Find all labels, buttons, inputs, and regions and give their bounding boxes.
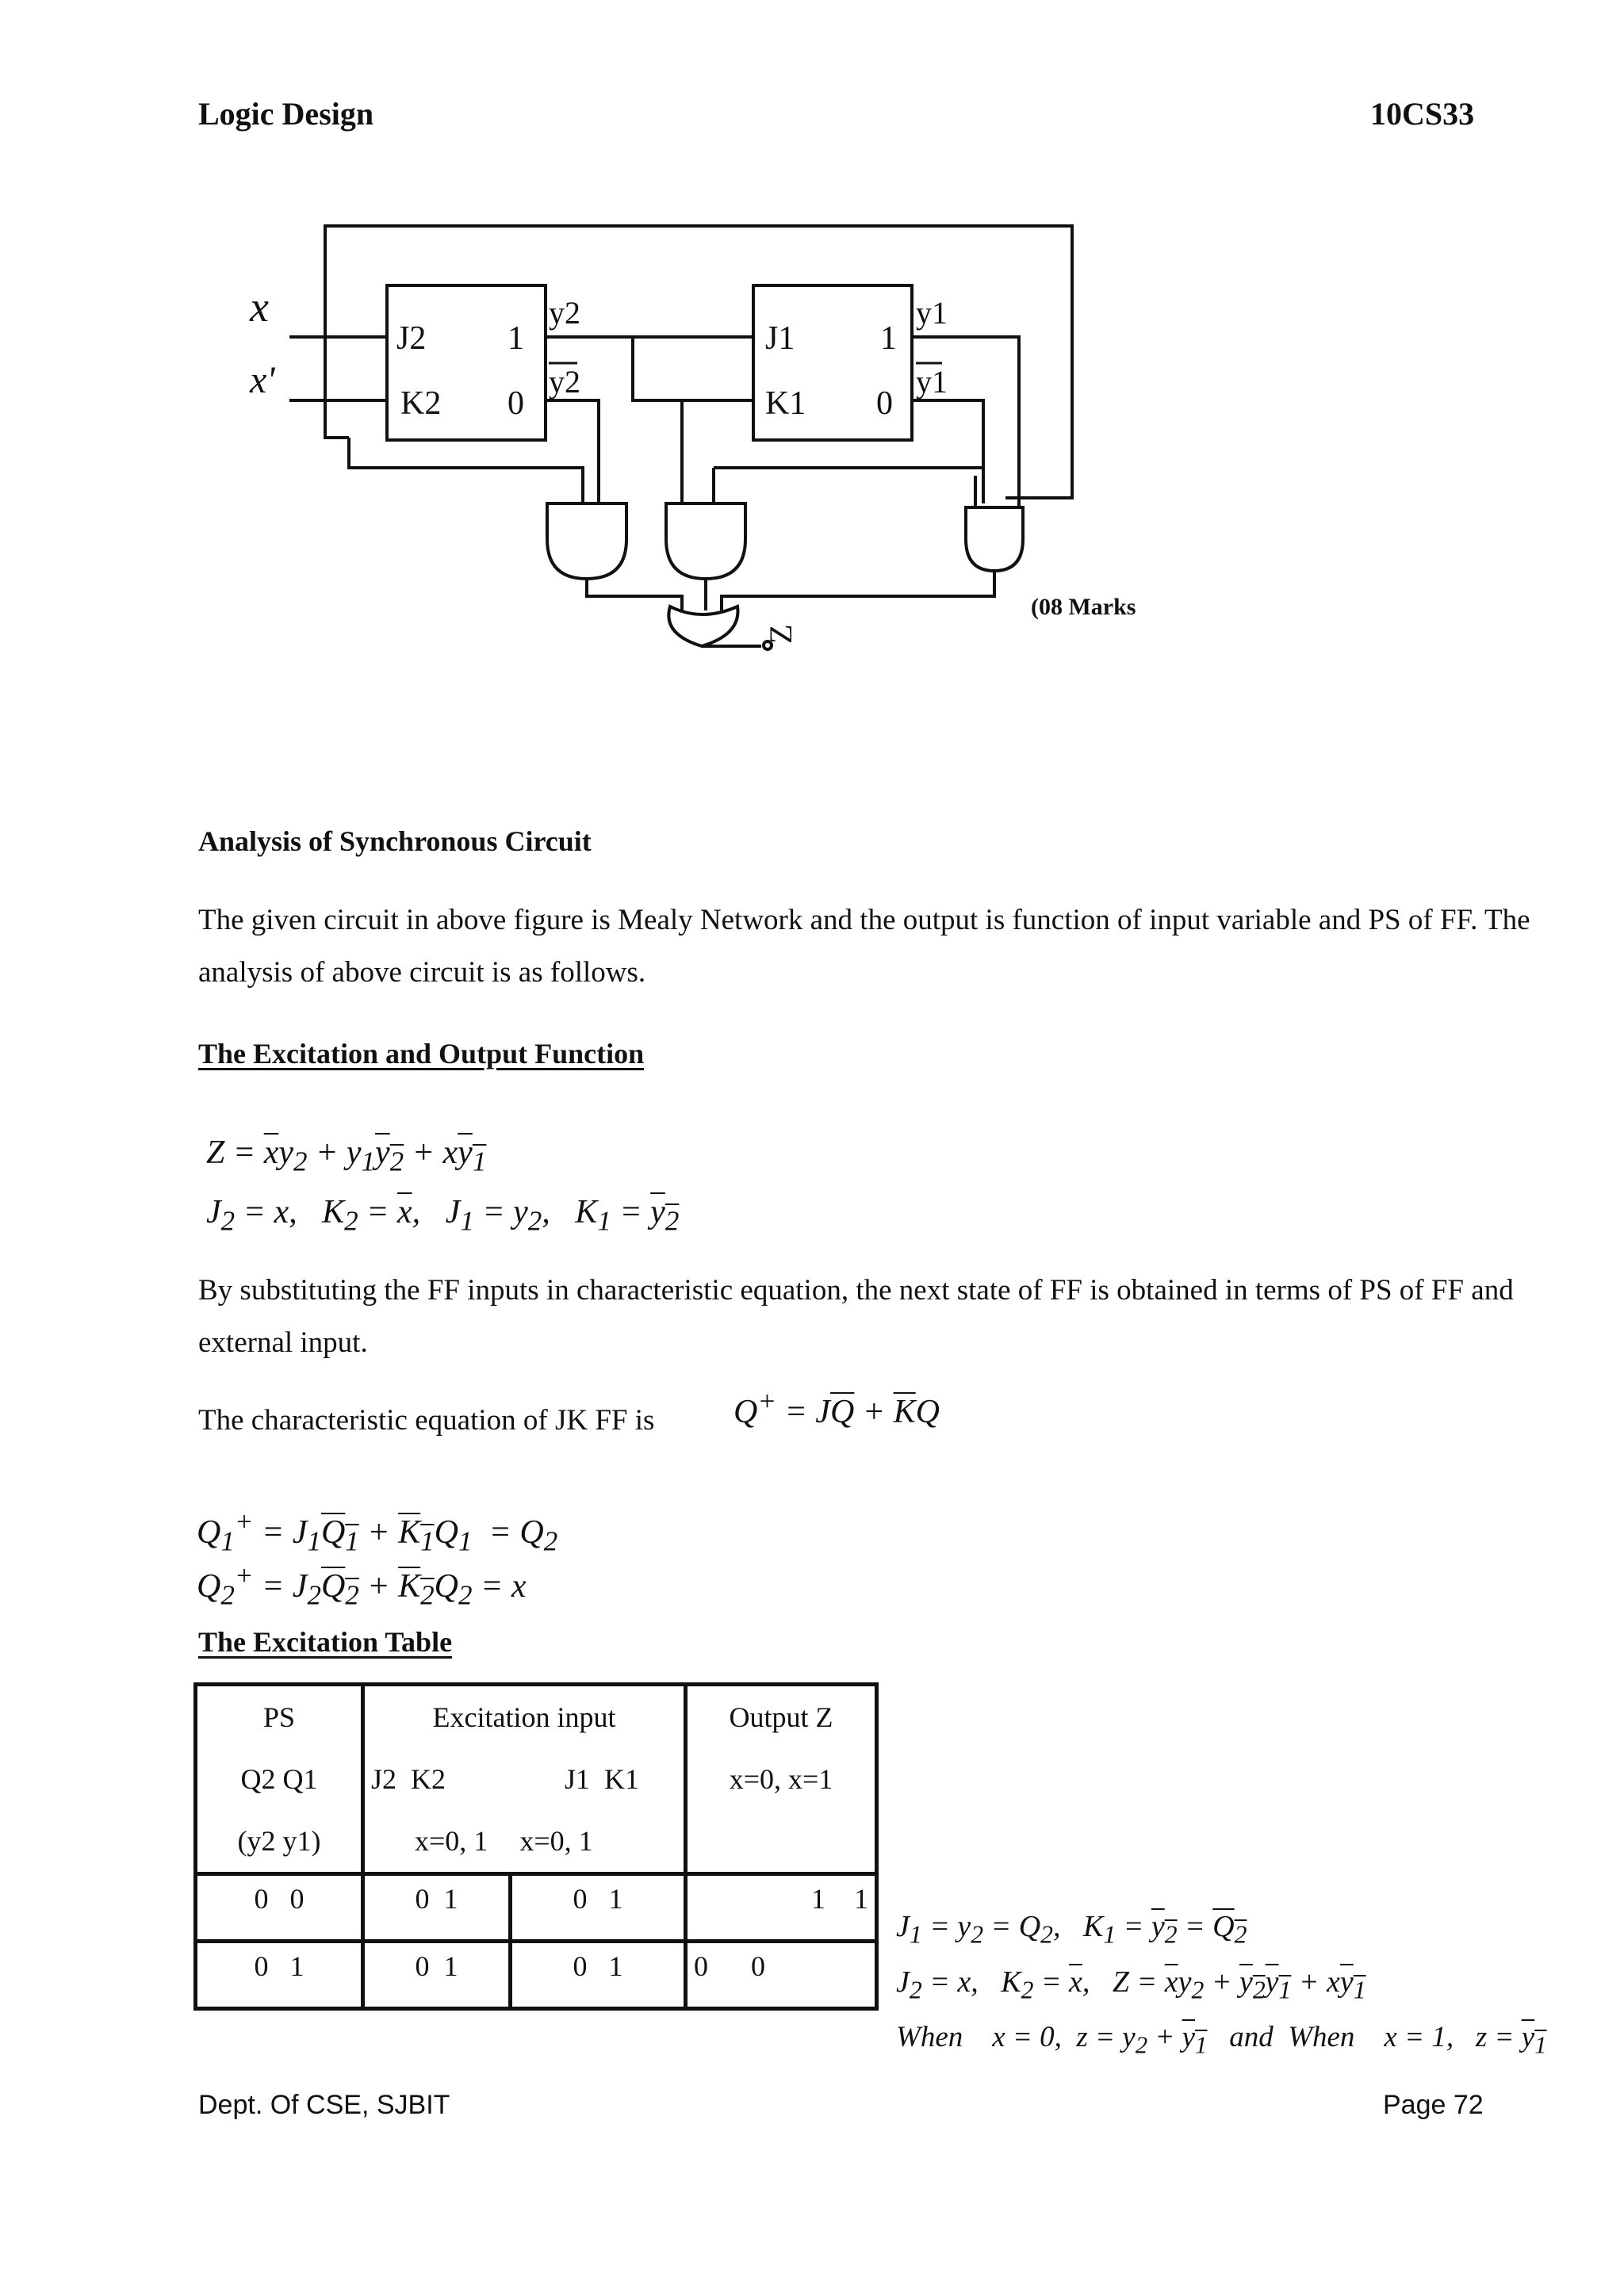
header-title: Logic Design <box>198 96 374 132</box>
wire-y1bar <box>912 400 983 503</box>
ff2-k-label: K2 <box>400 385 442 422</box>
section-title: Analysis of Synchronous Circuit <box>198 825 592 857</box>
input-x-label: x <box>250 283 269 331</box>
output-z-label: Z <box>763 624 799 644</box>
char-text: The characteristic equation of JK FF is <box>198 1404 655 1437</box>
ff2-j-label: J2 <box>396 320 427 357</box>
equation-q1: $Q_1^+ = J_1Q_1 + K_1Q_1 = Q_2$ <box>197 1506 558 1557</box>
and-gate-3 <box>966 507 1023 571</box>
equation-jk: $J_2 = x$, $K_2 = \overline{x}$, $J_1 = y_2$, $K_1 = y_2$ <box>206 1194 680 1237</box>
y2-label: y2 <box>549 295 580 331</box>
excitation-heading: The Excitation and Output Function <box>198 1038 645 1070</box>
y1-label: y1 <box>916 295 948 331</box>
table-row: 0 1 0 1 0 1 0 0 <box>196 1942 877 2009</box>
and-gate-2 <box>666 503 745 579</box>
table-heading: The Excitation Table <box>198 1626 453 1658</box>
header-output: Output Z x=0, x=1 <box>686 1685 877 1874</box>
footer-dept: Dept. Of CSE, SJBIT <box>198 2090 450 2120</box>
excitation-table <box>193 1682 879 2011</box>
ff1-k-label: K1 <box>765 385 806 422</box>
intro-paragraph: The given circuit in above figure is Mealy Network and the output is function of input variable and PS of FF. The analysis of above circuit is as follows. <box>198 904 1530 989</box>
side-equation-2: $J_2 = x$, $K_2 = \overline{x}$, $Z = \overline{x}y_2 + y_2y_1 + xy_1$ <box>896 1965 1366 2004</box>
side-equation-1: $J_1 = y_2 = Q_2$, $K_1 = y_2 = Q_2$ <box>896 1910 1247 1949</box>
wire-y1 <box>912 337 1019 476</box>
y1bar-label: y1 <box>916 364 948 400</box>
feedback-wire <box>325 226 1072 498</box>
input-xp-label: x' <box>250 359 275 401</box>
header-ps: PS Q2 Q1 (y2 y1) <box>196 1685 363 1874</box>
side-equation-3: When x = 0, $z = y_2 + y_1$ and When x = 1, $z = y_1$ <box>896 2021 1547 2059</box>
ff1-qbar-label: 0 <box>876 385 893 422</box>
marks-label: (08 Marks <box>1031 594 1136 620</box>
and-gate-1 <box>547 503 626 579</box>
substitution-paragraph: By substituting the FF inputs in characteristic equation, the next state of FF is obtained in terms of PS of FF and external input. <box>198 1274 1514 1359</box>
ff1-q-label: 1 <box>880 320 897 357</box>
ff2-q-label: 1 <box>508 320 524 357</box>
table-header-row <box>196 1685 877 1874</box>
wire-y2bar <box>546 400 599 499</box>
y2bar-label: y2 <box>549 364 580 400</box>
table-row: 0 0 0 1 0 1 1 1 <box>196 1874 877 1942</box>
or-gate <box>668 607 737 646</box>
header-excitation: Excitation input J2 K2 J1 K1 x=0, 1 x=0, 1 <box>363 1685 686 1874</box>
footer-page: Page 72 <box>1383 2090 1484 2120</box>
ff2-qbar-label: 0 <box>508 385 524 422</box>
equation-q2: $Q_2^+ = J_2Q_2 + K_2Q_2 = x$ <box>197 1560 527 1611</box>
header-code: 10CS33 <box>1370 96 1475 132</box>
circuit-diagram <box>0 0 1624 714</box>
ff1-j-label: J1 <box>765 320 795 357</box>
char-equation: $Q^+ = J\overline{Q} + \overline{K}Q$ <box>733 1386 940 1430</box>
equation-z: $Z = \overline{x}y_2 + y_1y_2 + xy_1$ <box>206 1135 487 1177</box>
